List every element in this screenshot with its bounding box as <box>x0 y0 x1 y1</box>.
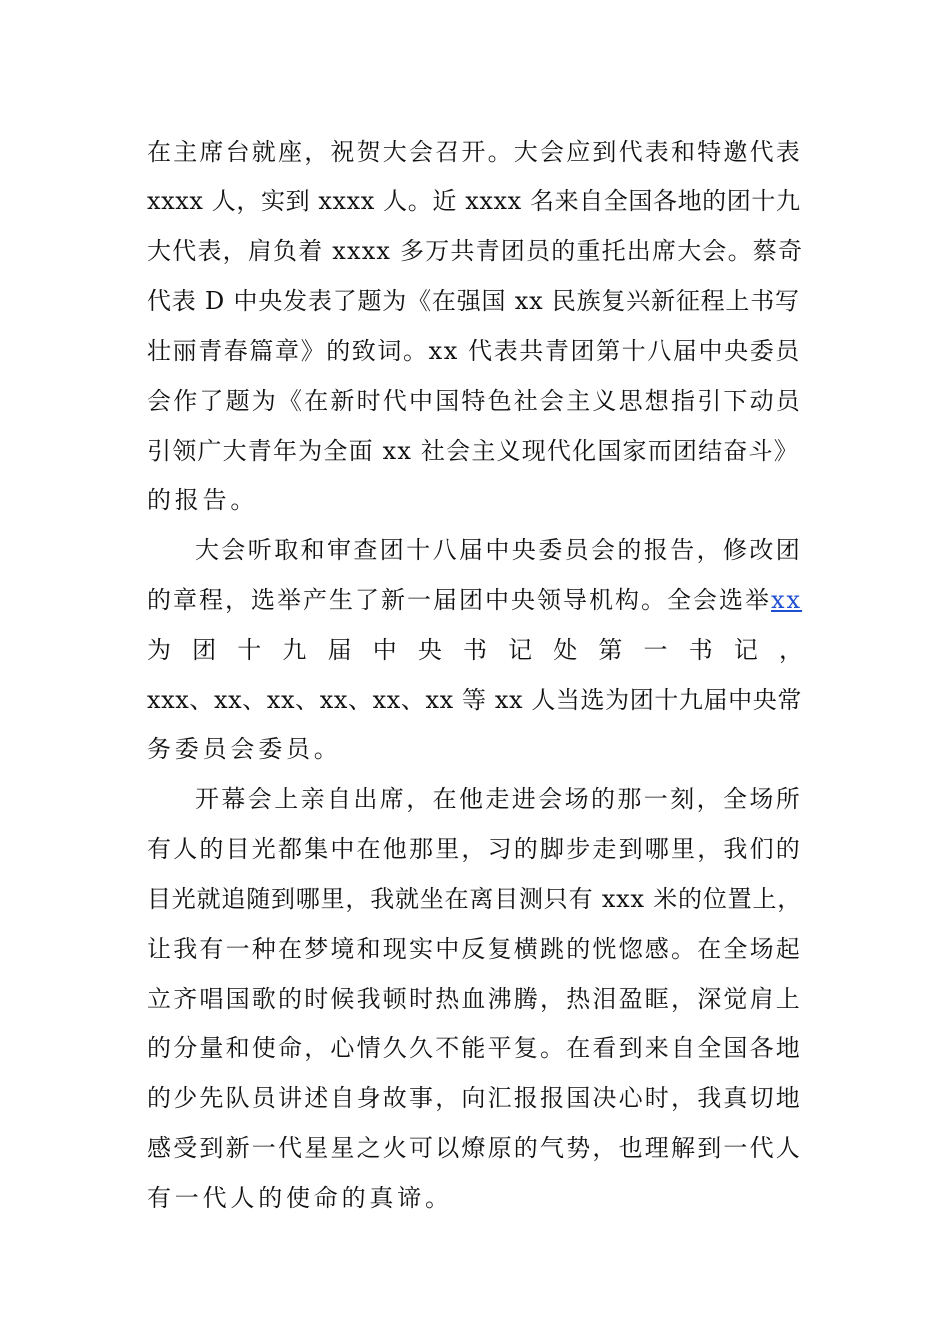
justified-char: 处 <box>553 636 578 664</box>
paragraph1-line-2: xxxx 人，实到 xxxx 人。近 xxxx 名来自全国各地的团十九 <box>147 187 801 215</box>
paragraph3-line-5: 立齐唱国歌的时候我顿时热血沸腾，热泪盈眶，深觉肩上 <box>147 985 802 1013</box>
justified-char: 记 <box>508 636 533 664</box>
justified-char: 记 <box>733 636 758 664</box>
paragraph3-line-4: 让我有一种在梦境和现实中反复横跳的恍惚感。在全场起 <box>147 935 802 963</box>
paragraph1-line-7: 引领广大青年为全面 xx 社会主义现代化国家而团结奋斗》 <box>147 437 799 465</box>
paragraph1-line-1: 在主席台就座，祝贺大会召开。大会应到代表和特邀代表 <box>147 138 802 166</box>
paragraph3-line-7: 的少先队员讲述自身故事，向汇报报国决心时，我真切地 <box>147 1084 802 1112</box>
paragraph2-line-3 <box>147 635 803 665</box>
paragraph3-line-8: 感受到新一代星星之火可以燎原的气势，也理解到一代人 <box>147 1134 802 1162</box>
justified-char: 第 <box>598 636 623 664</box>
paragraph3-line-6: 的分量和使命，心情久久不能平复。在看到来自全国各地 <box>147 1034 802 1062</box>
paragraph1-line-4: 代表 D 中央发表了题为《在强国 xx 民族复兴新征程上书写 <box>147 287 800 315</box>
paragraph1-line-5: 壮丽青春篇章》的致词。xx 代表共青团第十八届中央委员 <box>147 337 801 365</box>
justified-char: 届 <box>327 636 352 664</box>
justified-char: 十 <box>237 636 262 664</box>
paragraph1-line-8: 的报告。 <box>147 486 259 514</box>
paragraph2-line-1: 大会听取和审查团十八届中央委员会的报告，修改团 <box>195 536 803 564</box>
justified-char: 一 <box>643 636 668 664</box>
paragraph1-line-3: 大代表，肩负着 xxxx 多万共青团员的重托出席大会。蔡奇 <box>147 237 804 265</box>
paragraph3-line-1: 开幕会上亲自出席，在他走进会场的那一刻，全场所 <box>195 785 803 813</box>
paragraph3-line-9: 有一代人的使命的真谛。 <box>147 1184 453 1212</box>
paragraph2-line-2-text: 的章程，选举产生了新一届团中央领导机构。全会选举 <box>147 586 771 614</box>
justified-char: 书 <box>462 636 487 664</box>
paragraph3-line-2: 有人的目光都集中在他那里，习的脚步走到哪里，我们的 <box>147 835 802 863</box>
justified-char: ， <box>778 636 803 664</box>
justified-char: 团 <box>192 636 217 664</box>
justified-char: 中 <box>372 636 397 664</box>
paragraph3-line-3: 目光就追随到哪里，我就坐在离目测只有 xxx 米的位置上， <box>147 885 803 913</box>
hyperlink-xx[interactable]: xx <box>771 586 803 614</box>
justified-char: 九 <box>282 636 307 664</box>
justified-char: 为 <box>147 636 171 664</box>
paragraph1-line-6: 会作了题为《在新时代中国特色社会主义思想指引下动员 <box>147 387 802 415</box>
paragraph2-line-2 <box>147 585 803 615</box>
justified-char: 央 <box>417 636 442 664</box>
paragraph2-line-5: 务委员会委员。 <box>147 735 342 763</box>
justified-char: 书 <box>688 636 713 664</box>
paragraph2-line-4: xxx、xx、xx、xx、xx、xx 等 xx 人当选为团十九届中央常 <box>147 686 802 714</box>
